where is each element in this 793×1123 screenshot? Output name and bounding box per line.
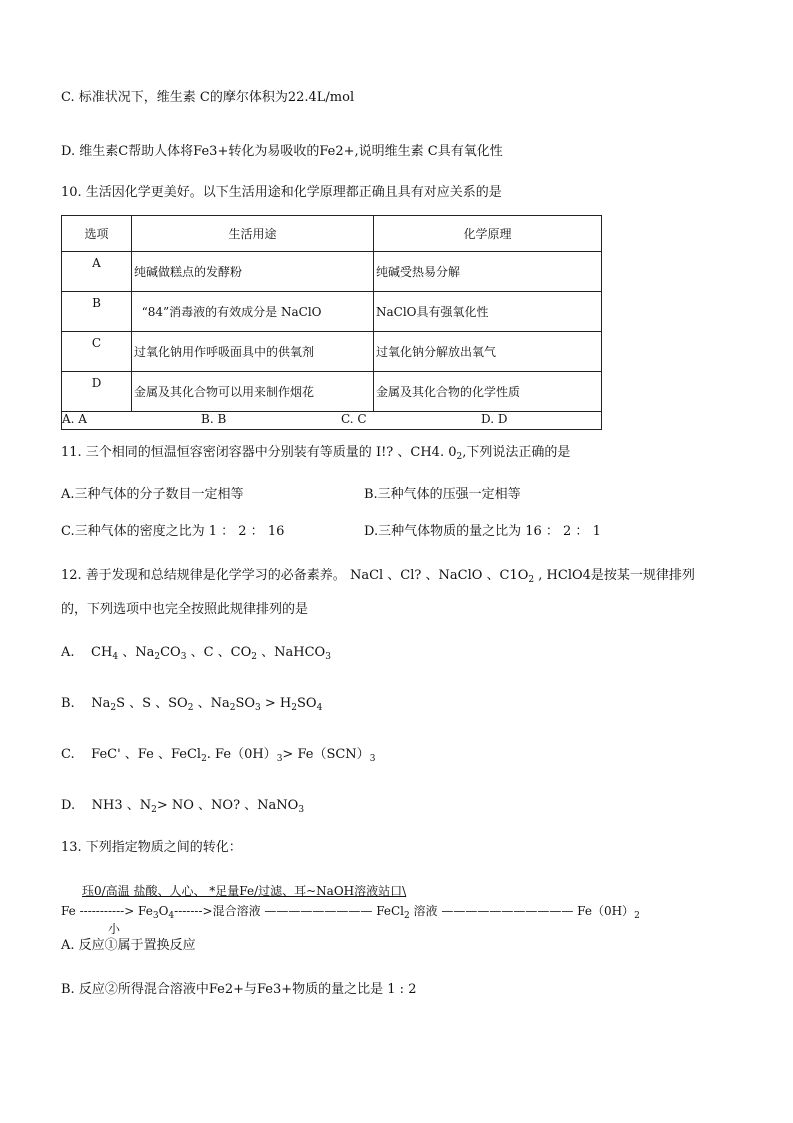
row-use: 金属及其化合物可以用来制作烟花 <box>132 372 374 412</box>
q13-chain: Fe -----------> $Fe_3O_4------->$混合溶液 ————————— FeCl$_2$ 溶液 ——————————— $Fe(0H)_2$ <box>61 904 640 921</box>
table-row <box>62 372 602 412</box>
header-principle: 化学原理 <box>374 216 602 252</box>
row-use: 过氧化钠用作呼吸面具中的供氧剂 <box>132 332 374 372</box>
q13-conditions: 珏0/高温 盐酸、人心、 *足量Fe/过滤、耳~NaOH溶液站口\ <box>82 884 407 898</box>
q11-stem: 11. 三个相同的恒温恒容密闭容器中分别装有等质量的 I!? 、CH4. $0_2$,下列说法正确的是 <box>61 445 571 462</box>
q12-option-d: D. NH3 、$N_2>$ NO 、NO? 、NaNO$_3$ <box>61 798 305 815</box>
q12-stem-line2: 的，下列选项中也完全按照此规律排列的是 <box>61 602 309 617</box>
row-option: B <box>62 292 132 332</box>
table-header-row <box>62 216 602 252</box>
header-use: 生活用途 <box>132 216 374 252</box>
row-principle: 纯碱受热易分解 <box>374 252 602 292</box>
row-option: A <box>62 252 132 292</box>
q11-option-a: A.三种气体的分子数目一定相等 <box>61 487 244 502</box>
row-option: D <box>62 372 132 412</box>
q12-option-c: C. FeC' 、Fe 、FeCl$_2$. $Fe(0H)_3> Fe(SCN)_3$ <box>61 747 376 764</box>
row-option: C <box>62 332 132 372</box>
q9-option-d: D. 维生素C帮助人体将Fe3+转化为易吸收的Fe2+,说明维生素 C具有氧化性 <box>61 144 503 159</box>
q13-option-b: B. 反应②所得混合溶液中Fe2+与Fe3+物质的量之比是 1 : 2 <box>61 982 417 997</box>
q11-option-b: B.三种气体的压强一定相等 <box>364 487 521 502</box>
row-use: “84”消毒液的有效成分是 NaClO <box>132 292 374 332</box>
answer-b: B. B <box>201 412 227 426</box>
q13-note: 小 <box>108 922 121 936</box>
q12-stem-line1: 12. 善于发现和总结规律是化学学习的必备素养。 NaCl 、Cl? 、NaClO 、$C1O_2$ , HClO4是按某一规律排列 <box>61 568 695 585</box>
row-principle: NaClO具有强氧化性 <box>374 292 602 332</box>
q10-stem: 10. 生活因化学更美好。以下生活用途和化学原理都正确且具有对应关系的是 <box>61 185 502 200</box>
q13-option-a: A. 反应①属于置换反应 <box>61 938 196 953</box>
q12-option-b: B. $Na_2S$ 、S 、$SO_2$ 、$Na_2SO_3 > H_2SO_4$ <box>61 696 323 713</box>
q13-stem: 13. 下列指定物质之间的转化： <box>61 840 242 855</box>
row-principle: 金属及其化合物的化学性质 <box>374 372 602 412</box>
q12-option-a: A. $CH_4$ 、$Na_2CO_3$ 、C 、$CO_2$ 、NaHCO$_3$ <box>61 645 331 662</box>
row-use: 纯碱做糕点的发酵粉 <box>132 252 374 292</box>
answer-c: C. C <box>341 412 367 426</box>
table-row <box>62 332 602 372</box>
answer-row <box>62 412 602 430</box>
q10-table <box>61 215 602 430</box>
row-principle: 过氧化钠分解放出氧气 <box>374 332 602 372</box>
header-option: 选项 <box>62 216 132 252</box>
answer-a: A. A <box>62 412 87 426</box>
q9-option-c: C. 标准状况下，维生素 C的摩尔体积为22.4L/mol <box>61 90 355 105</box>
q11-option-c: C.三种气体的密度之比为 1 ： 2 ： 16 <box>61 524 285 539</box>
table-row <box>62 292 602 332</box>
q11-option-d: D.三种气体物质的量之比为 16 ： 2 ： 1 <box>364 524 601 539</box>
answer-d: D. D <box>481 412 508 426</box>
table-row <box>62 252 602 292</box>
